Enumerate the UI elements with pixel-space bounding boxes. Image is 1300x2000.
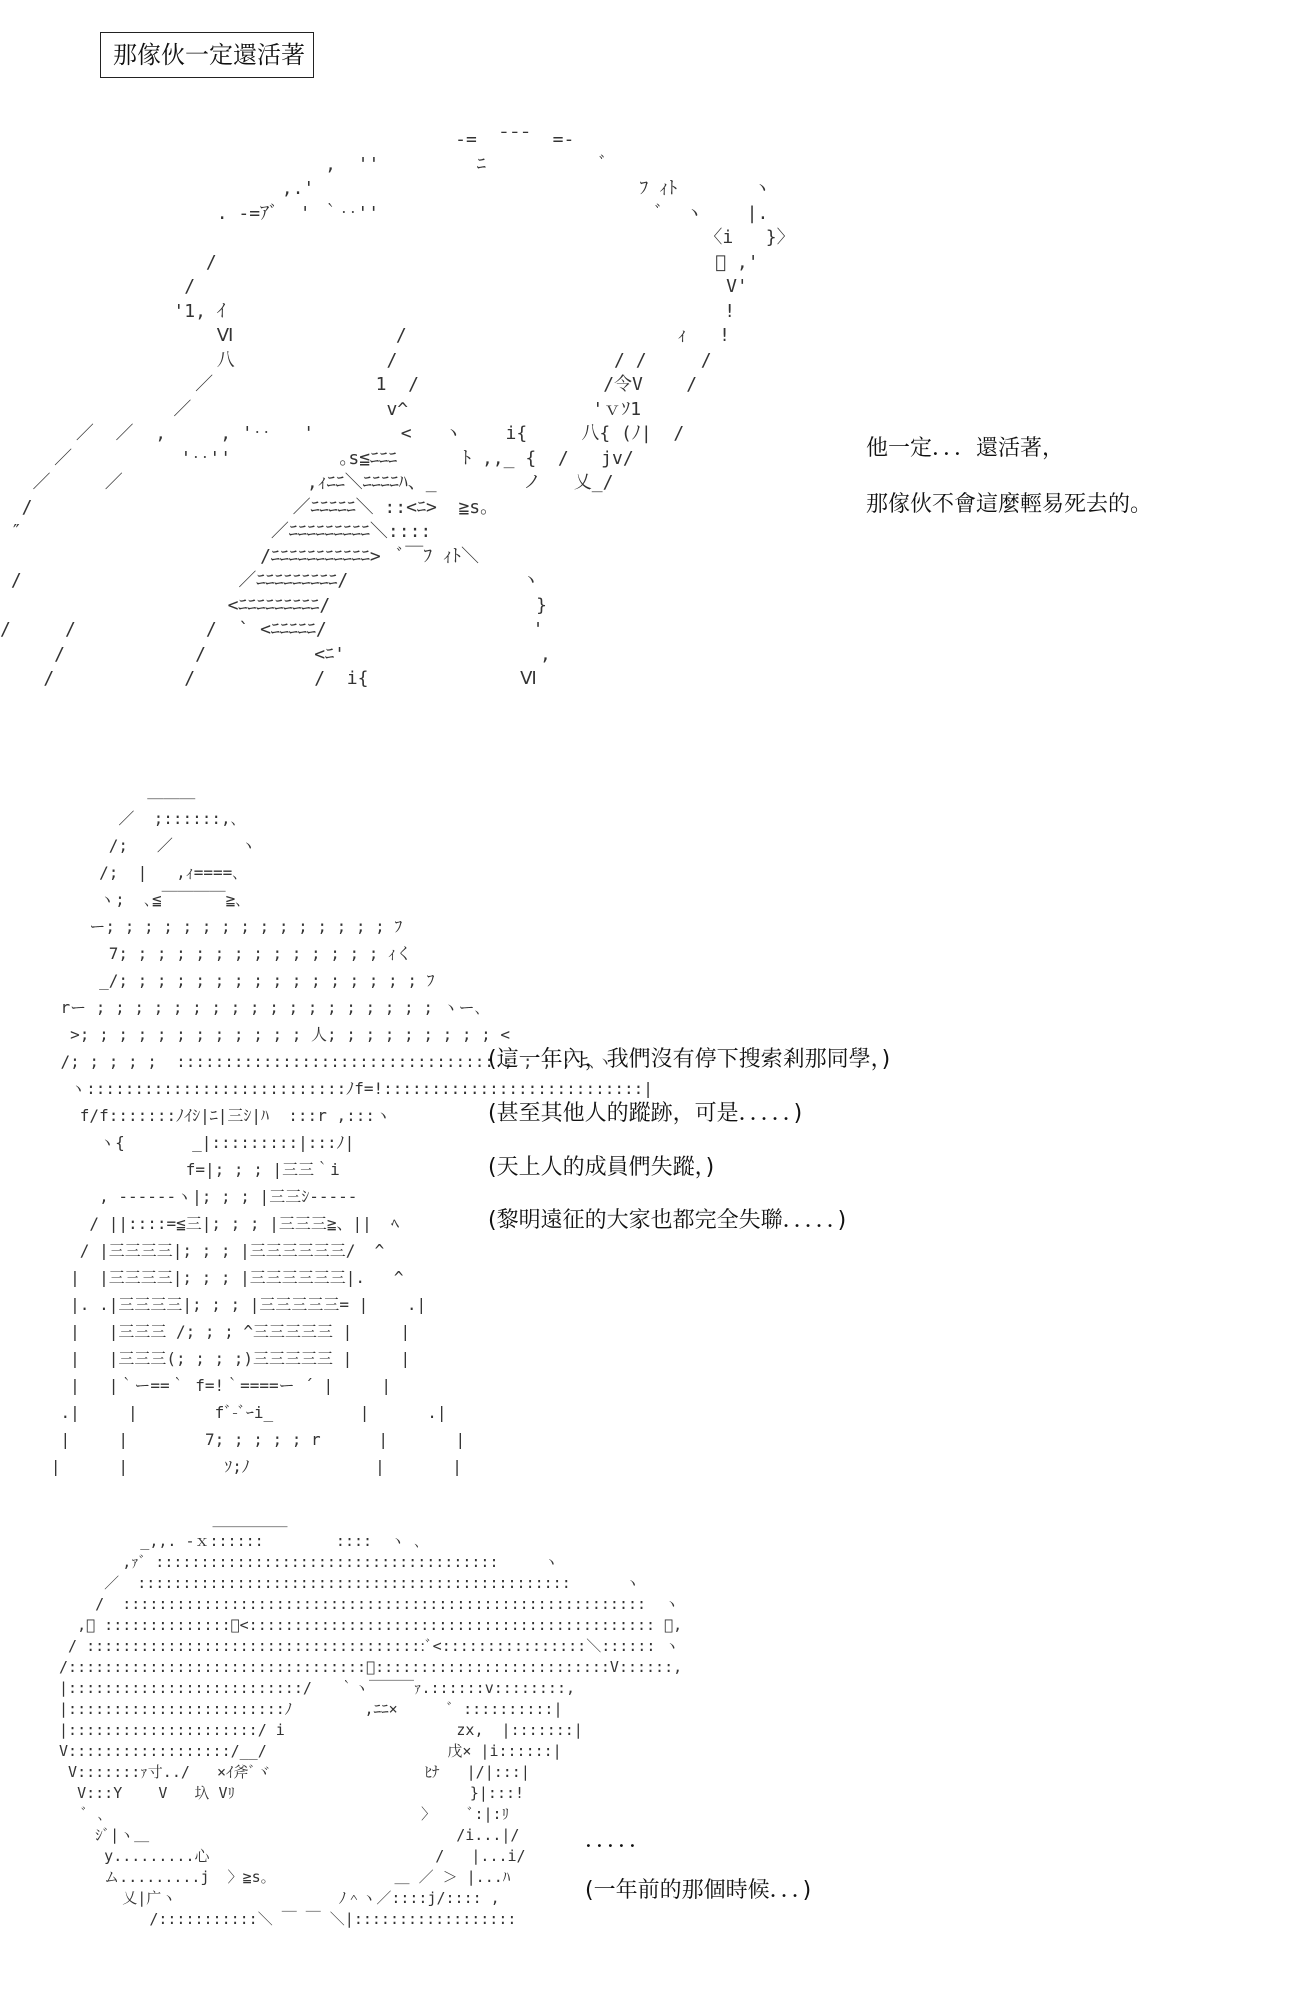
chapter-title-box — [100, 32, 314, 78]
narration-line: (黎明遠征的大家也都完全失聯．．．．．) — [488, 1208, 847, 1233]
flashback-line: (一年前的那個時候．．．) — [585, 1878, 812, 1903]
ascii-art-face-closeup: ＿＿＿＿＿ _,,. -ｘ:::::: :::: ヽ ､ ,ｧﾞ :::::::::::::::::::::::::::::::::::::: ヽ ／ :::::::::::::::::::::::::::::::::::::::::::::::: ヽ / :::::::::::::::::::::::::::::::::::::::::::::::::::::::::: ヽ ,ﾞ ::::::::::::::ﾞ<::::::::::::::::::::::::::::::::::::::::::::: ﾞ, / ::::::::::::::::::::::::::::::::::::::ﾞ<::::::::::::::::＼:::::: ヽ /:::::::::::::::::::::::::::::::::ﾞ::::::::::::::::::::::::::V::::::, |::::::::::::::::::::::::::/ ｀ヽ￣￣￣ｧ.::::::v::::::::, |::::::::::::::::::::::::ﾉ ,ﾆﾆ× ﾞ ::::::::::| |:::::::::::::::::::::/ i zx, |:::::::| V::::::::::::::::::/__/ 戊× |i::::::| V:::::::ｧ寸../ ×ｲ斧ﾞヾ ﾋﾅ |/|:::| V:::Y V 圦 Vﾘ }|:::! ﾞ ､ 〉 ﾞ:|:ﾘ ｼﾞ|ヽ＿ /i...|/ y.........心 / |...i/ ム.........j 〉≧s｡ ＿ ／ ＞ |...ﾊ 乂|广ヽ ﾉ＾ヽ／::::j/:::: , /:::::::::::＼ ￣ ￣ ＼|:::::::::::::::::: — [59, 1511, 683, 1928]
chapter-title: 那傢伙一定還活著 — [113, 41, 305, 69]
narration-line: (這一年內，我們沒有停下搜索剎那同學，) — [488, 1047, 891, 1072]
dialog-line: 那傢伙不會這麼輕易死去的。 — [866, 492, 1153, 517]
ellipsis-line: ．．．．． — [585, 1828, 652, 1853]
ascii-art-figure-standing: ＿＿＿ ／ ;::::::,､ /; ／ ヽ /; | ,ｨ====､ ヽ; ､≦￣￣￣￣≧､ ー; ; ; ; ; ; ; ; ; ; ; ; ; ; ; ﾌ 7; ; ; ; ; ; ; ; ; ; ; ; ; ; ｨく _/; ; ; ; ; ; ; ; ; ; ; ; ; ; ; ; ﾌ rー ; ; ; ; ; ; ; ; ; ; ; ; ; ; ; ; ; ; ヽー､ >; ; ; ; ; ; ; ; ; ; ; ; 人; ; ; ; ; ; ; ; ; < /; ; ; ; ; ::::::::::::::::::::::::::::::::: ; ; ; ; ﾆ､ヽ ヽ:::::::::::::::::::::::::::ﾉf=!:::::::::::::::::::::::::::| f/f:::::::ﾉｲｼ|ﾆ|三ｼ|ﾊ :::r ,:::ヽ ヽ{ _|:::::::::|:::ﾉ| f=|; ; ; |三三｀i , ------ヽ|; ; ; |三三ｼ----- / ||::::=≦三|; ; ; |三三三≧、|| ﾍ / |三三三三|; ; ; |三三三三三三/ ^ | |三三三三|; ; ; |三三三三三三|. ^ |. .|三三三三|; ; ; |三三三三三= | .| | |三三三 /; ; ; ^三三三三三 | | | |三三三(; ; ; ;)三三三三三 | | | |｀ー==｀ f=!｀====ー ´ | | .| | fﾞ-ﾞｰi_ | .| | | 7; ; ; ; ; r | | | | ｿ;ﾉ | | — [50, 782, 653, 1476]
narration-line: (甚至其他人的蹤跡，可是．．．．．) — [488, 1101, 803, 1126]
narration-line: (天上人的成員們失蹤，) — [488, 1155, 715, 1180]
dialog-line: 他一定．．．還活著， — [866, 436, 1065, 461]
ascii-art-figure-looking-up: -= ̄ ̄ ̄ =- , '' ﾆ ﾞ ,.' ﾌ ｨﾄ ヽ . -=ｱﾞ ' ｀‥'' ﾞ ヽ |. 〈i }〉 / ﾞ ,' / V' '1, ｲ ! Ⅵ / ｨ ! 八 / / / / ／ 1 / /令V / ／ v^ 'ｖｿ1 ／ ／ , , '‥ ' < ヽ i{ 八{ (ﾉ| / ／ '‥'' ｡s≦ﾆﾆﾆ ﾄ ,,_ { / jv/ ／ ／ ,ｨﾆﾆ＼ﾆﾆﾆﾆﾊ、_ ノ 乂_/ / ／ﾆﾆﾆﾆﾆ＼ ::<ﾆ> ≧s｡ ″ ／ﾆﾆﾆﾆﾆﾆﾆﾆﾆ＼:::: /ﾆﾆﾆﾆﾆﾆﾆﾆﾆﾆﾆ> ﾞ￣ﾌ ｨﾄ＼ / ／ﾆﾆﾆﾆﾆﾆﾆﾆﾆ/ ヽ <ﾆﾆﾆﾆﾆﾆﾆﾆﾆ/ } / / / ` <ﾆﾆﾆﾆﾆ/ ' / / <ﾆ' , / / / i{ Ⅵ — [0, 129, 795, 689]
